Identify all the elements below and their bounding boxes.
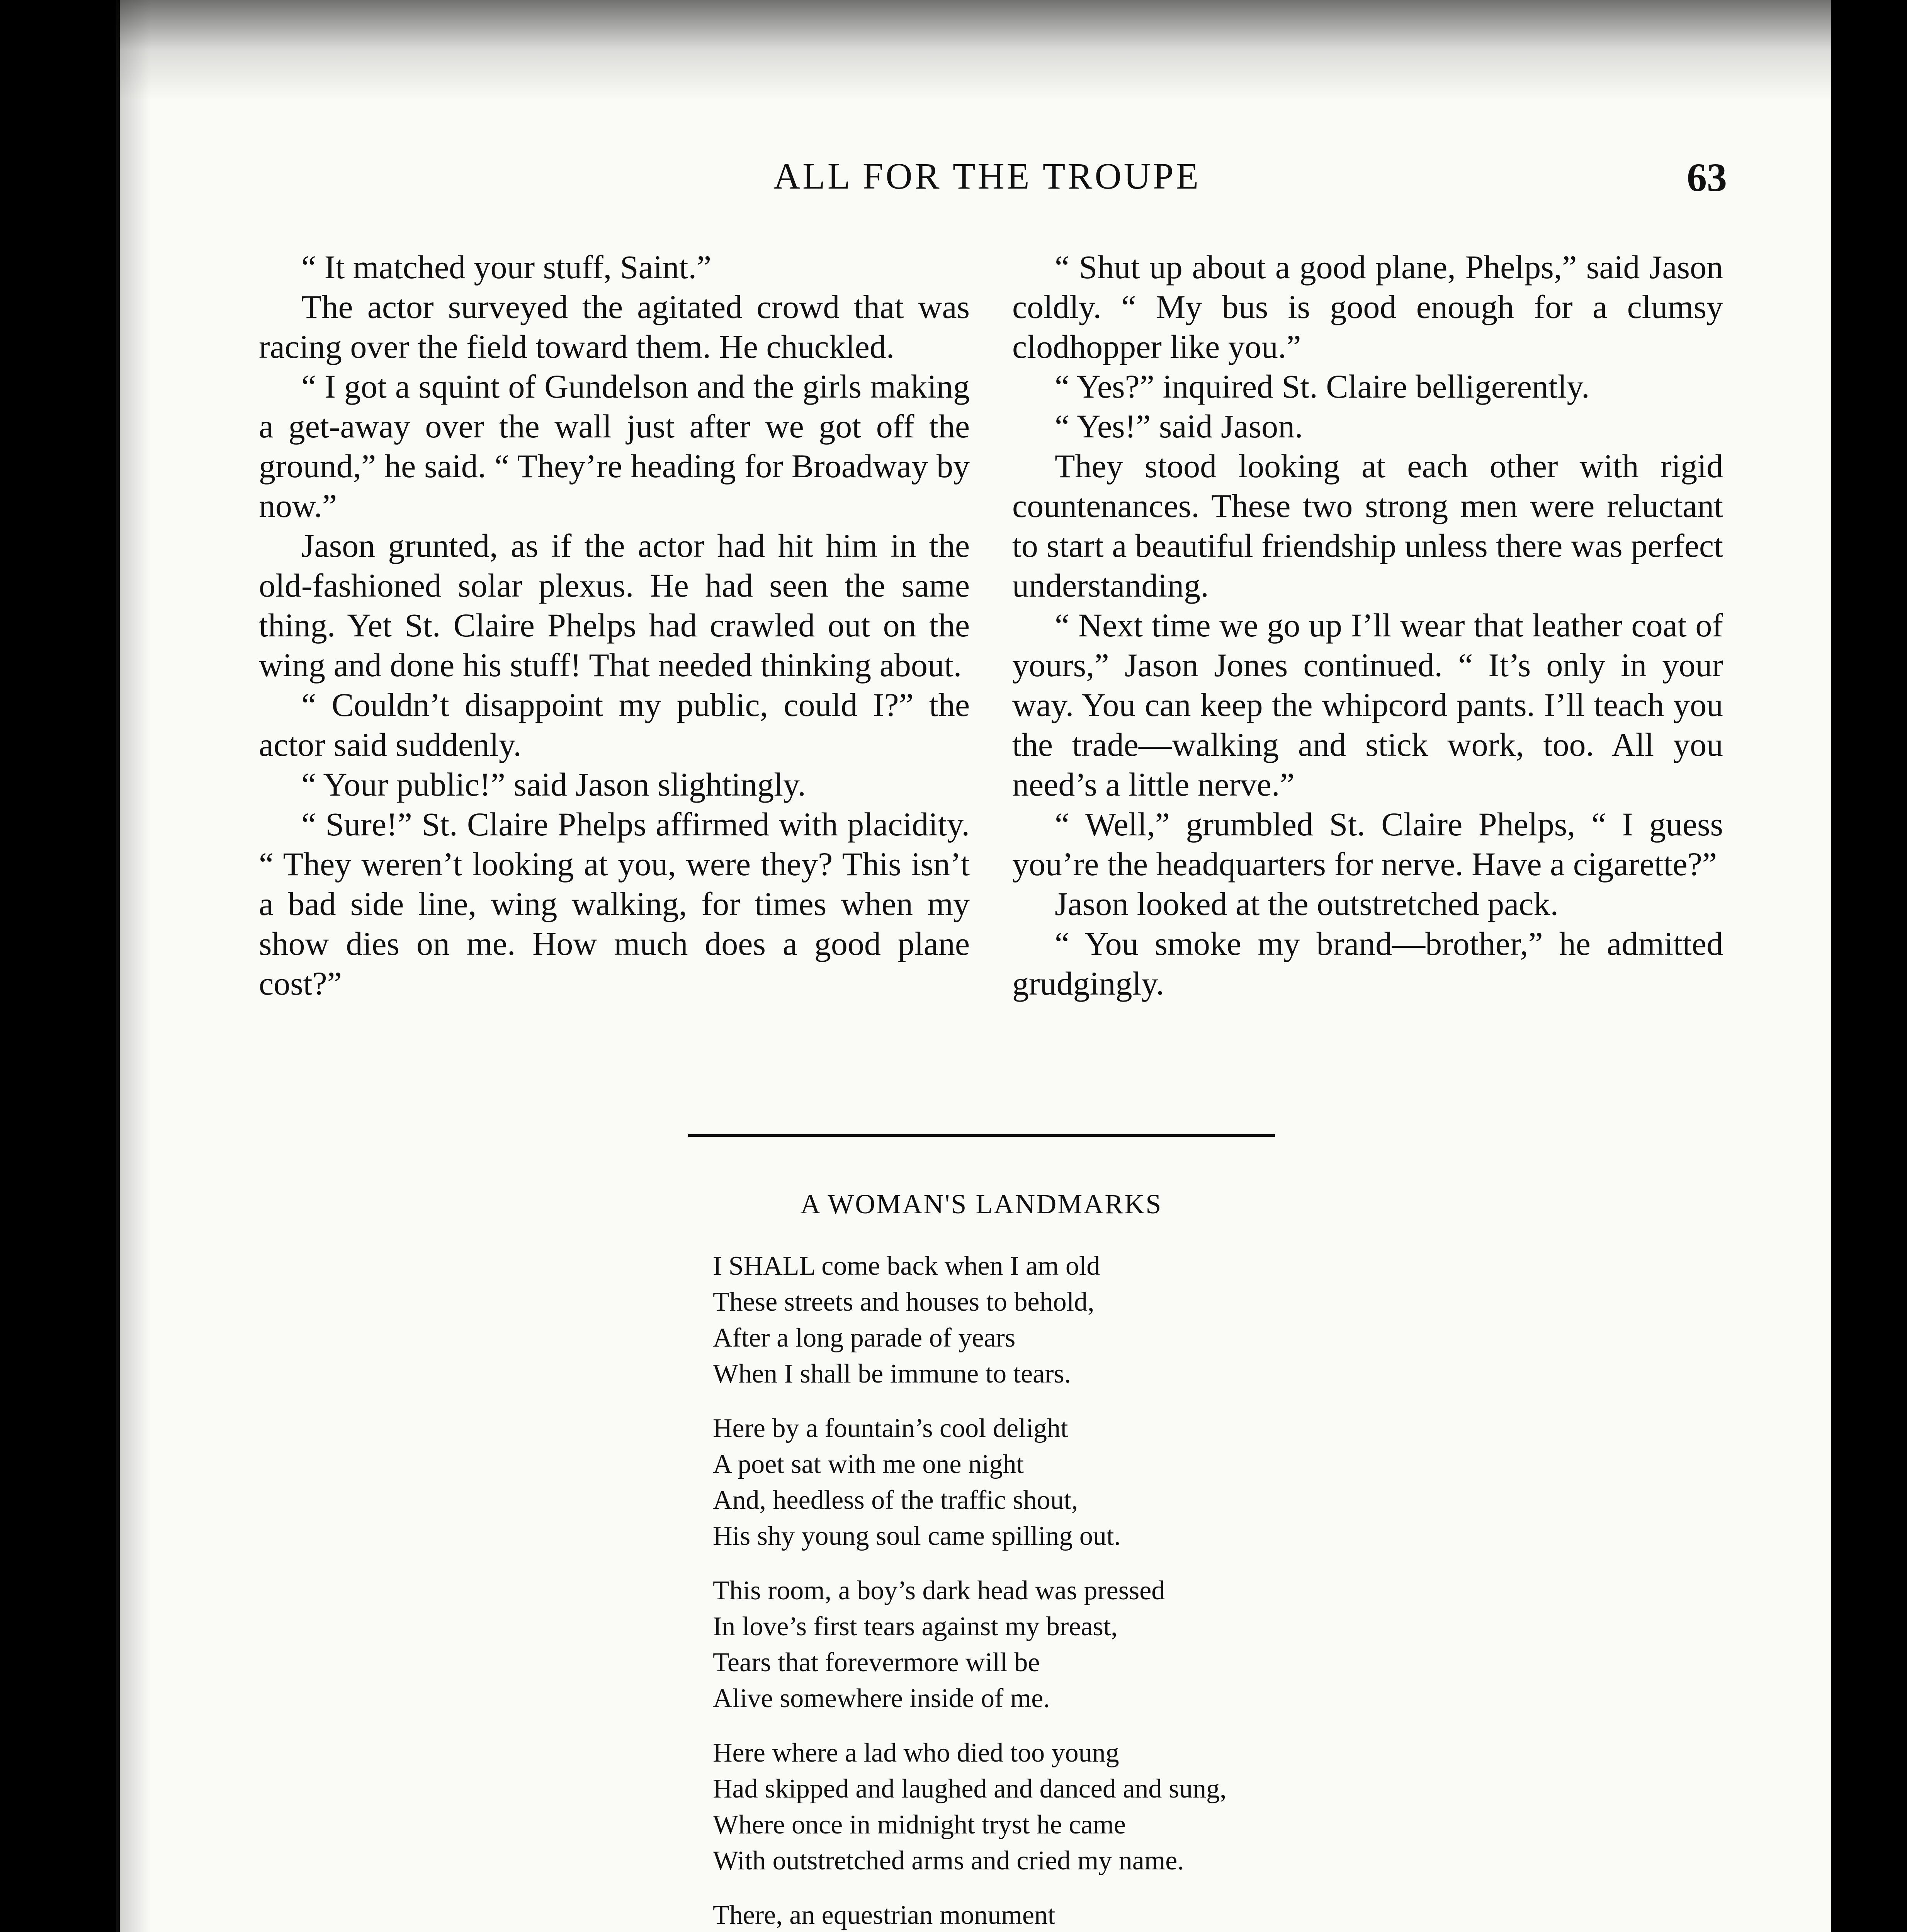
poem-line: Had skipped and laughed and danced and sung,: [713, 1774, 1227, 1804]
poem-line: I SHALL come back when I am old: [713, 1251, 1100, 1281]
paragraph: “ Yes?” inquired St. Claire belligerently.: [1055, 368, 1590, 405]
poem-line: In love’s first tears against my breast,: [713, 1612, 1118, 1641]
paragraph: They stood looking at each other with rigid countenances. These two strong men were reluctant to start a beautiful friendship unless there was perfect understanding.: [1012, 447, 1723, 604]
paragraph: “ Shut up about a good plane, Phelps,” said Jason coldly. “ My bus is good enough for a clumsy clodhopper like you.”: [1012, 248, 1723, 365]
spine-shadow: [116, 0, 151, 1932]
stanza: [713, 1573, 1485, 1716]
poem-line: Here where a lad who died too young: [713, 1738, 1119, 1768]
paragraph: The actor surveyed the agitated crowd that was racing over the field toward them. He chuckled.: [259, 288, 970, 365]
poem-line: Tears that forevermore will be: [713, 1648, 1040, 1677]
poem-line: And, heedless of the traffic shout,: [713, 1485, 1078, 1515]
running-title: ALL FOR THE TROUPE: [773, 155, 1201, 197]
paragraph: “ I got a squint of Gundelson and the girls making a get-away over the wall just after we got off the ground,” he said. “ They’re heading for Broadway by now.”: [259, 368, 970, 524]
story-columns: [259, 247, 1727, 1097]
poem-line: Where once in midnight tryst he came: [713, 1810, 1126, 1840]
page-header: [247, 155, 1727, 209]
poem-line: There, an equestrian monument: [713, 1900, 1055, 1930]
poem-line: A poet sat with me one night: [713, 1449, 1024, 1479]
paragraph: “ Next time we go up I’ll wear that leather coat of yours,” Jason Jones continued. “ It’s only in your way. You can keep the whipcord pants. I’ll teach you the trade—walking and stick work, too. All you need’s a little nerve.”: [1012, 607, 1723, 803]
poem-line: This room, a boy’s dark head was pressed: [713, 1576, 1165, 1605]
stanza: [713, 1410, 1485, 1554]
poem-line: These streets and houses to behold,: [713, 1287, 1095, 1317]
left-column: [259, 247, 970, 1003]
poem-line: With outstretched arms and cried my name.: [713, 1846, 1184, 1876]
paragraph: “ Sure!” St. Claire Phelps affirmed with placidity. “ They weren’t looking at you, were they? This isn’t a bad side line, wing walking, for times when my show dies on me. How much does a good plane cost?”: [259, 806, 970, 1002]
poem-line: His shy young soul came spilling out.: [713, 1521, 1121, 1551]
paragraph: “ It matched your stuff, Saint.”: [301, 248, 712, 286]
paragraph: “ Well,” grumbled St. Claire Phelps, “ I guess you’re the headquarters for nerve. Have a cigarette?”: [1012, 806, 1723, 883]
poem-line: Alive somewhere inside of me.: [713, 1684, 1050, 1713]
top-edge-shadow: [116, 0, 1831, 100]
paragraph: “ Your public!” said Jason slightingly.: [301, 766, 806, 803]
poem-line: Here by a fountain’s cool delight: [713, 1413, 1068, 1443]
poem-body: [713, 1248, 1485, 1932]
poem-title: A WOMAN'S LANDMARKS: [800, 1189, 1163, 1219]
paragraph: Jason looked at the outstretched pack.: [1055, 885, 1559, 922]
stanza: [713, 1248, 1485, 1392]
poem-line: When I shall be immune to tears.: [713, 1359, 1071, 1389]
scan-border: [1831, 0, 1907, 1932]
right-column: [1012, 247, 1723, 1003]
page-number: 63: [1687, 155, 1727, 200]
paragraph: “ Yes!” said Jason.: [1055, 408, 1303, 445]
stanza: [713, 1735, 1485, 1879]
poem-line: After a long parade of years: [713, 1323, 1016, 1353]
stanza: [713, 1897, 1485, 1932]
paragraph: “ Couldn’t disappoint my public, could I?” the actor said suddenly.: [259, 686, 970, 763]
paragraph: “ You smoke my brand—brother,” he admitted grudgingly.: [1012, 925, 1723, 1002]
section-divider: [688, 1134, 1275, 1137]
paragraph: Jason grunted, as if the actor had hit him in the old-fashioned solar plexus. He had seen the same thing. Yet St. Claire Phelps had crawled out on the wing and done his stuff! That needed thinking about.: [259, 527, 970, 684]
